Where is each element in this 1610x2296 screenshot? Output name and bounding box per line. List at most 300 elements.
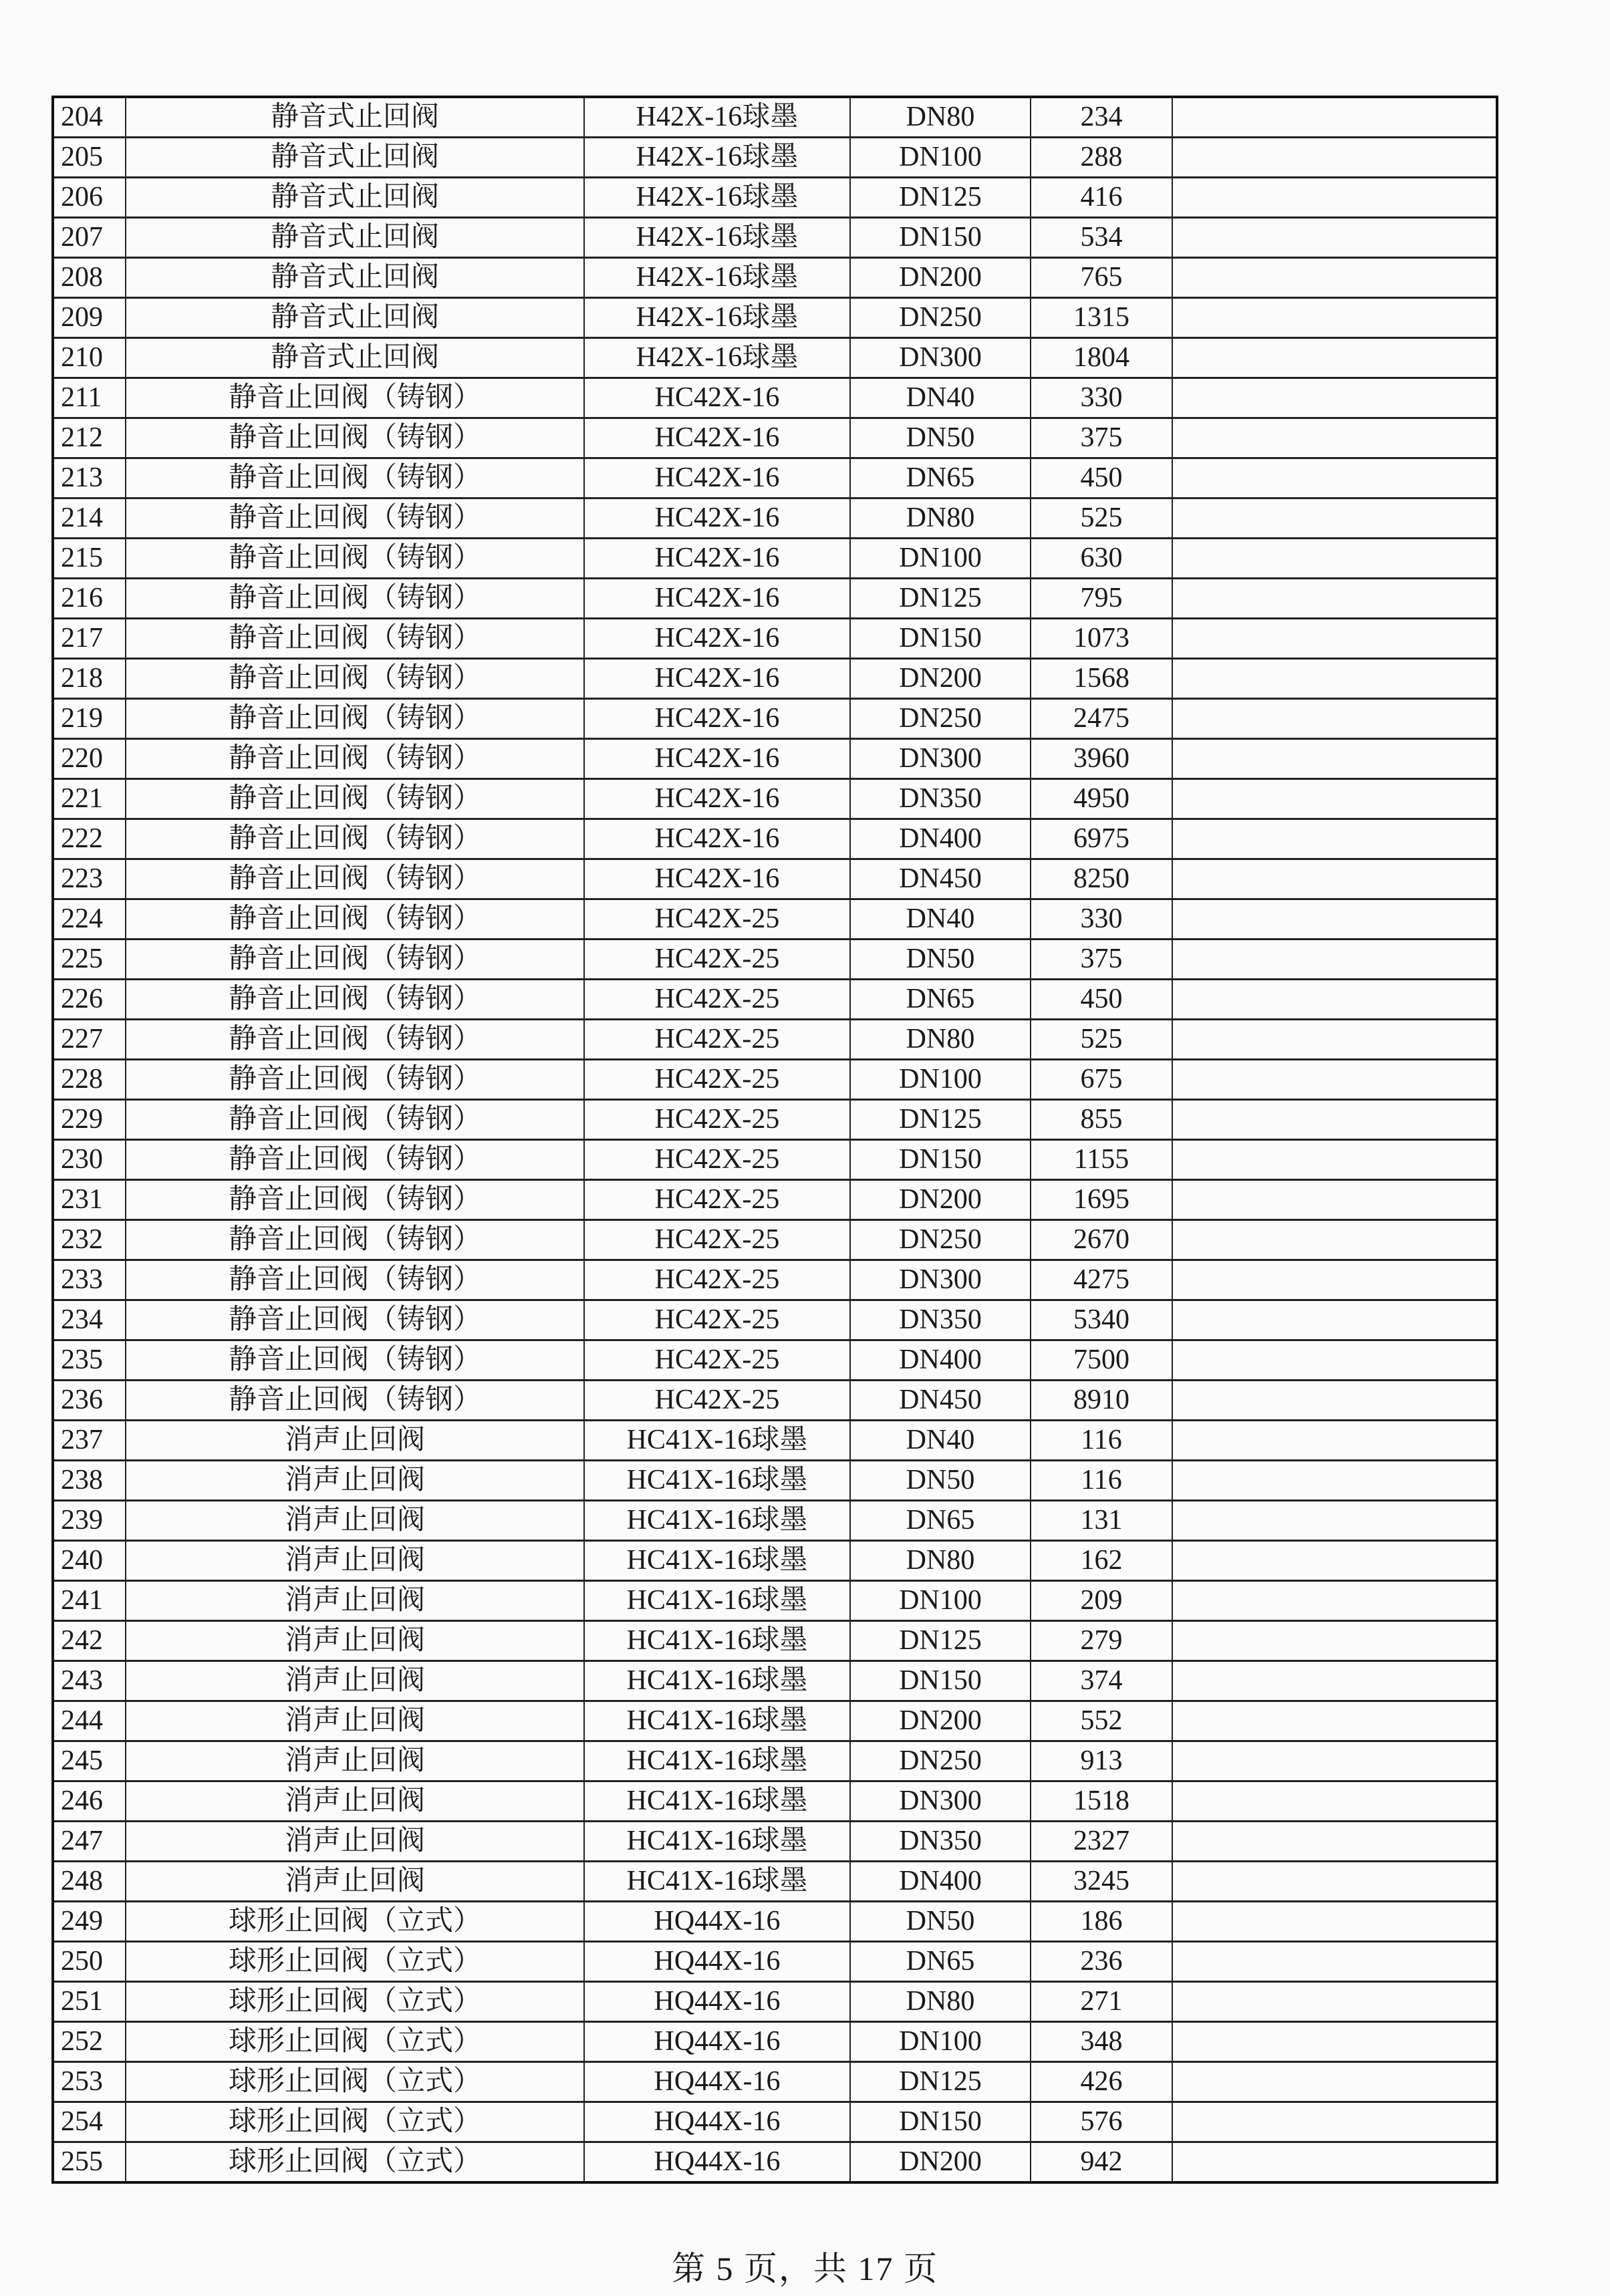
cell-model: HC42X-25 xyxy=(584,1300,850,1340)
cell-remark xyxy=(1172,1260,1497,1300)
cell-size: DN250 xyxy=(850,298,1031,338)
table-row xyxy=(53,1822,1497,1862)
cell-price: 116 xyxy=(1031,1461,1172,1501)
table-row xyxy=(53,859,1497,899)
cell-model: HQ44X-16 xyxy=(584,1902,850,1942)
cell-model: HC41X-16球墨 xyxy=(584,1781,850,1822)
table-row xyxy=(53,1902,1497,1942)
cell-model: HC41X-16球墨 xyxy=(584,1741,850,1781)
cell-model: HC42X-25 xyxy=(584,1180,850,1220)
cell-price: 1568 xyxy=(1031,659,1172,699)
cell-price: 1315 xyxy=(1031,298,1172,338)
table-row xyxy=(53,498,1497,539)
cell-no: 220 xyxy=(53,739,126,779)
cell-price: 2327 xyxy=(1031,1822,1172,1862)
cell-price: 1695 xyxy=(1031,1180,1172,1220)
cell-name: 静音式止回阀 xyxy=(126,178,584,218)
table-row xyxy=(53,2102,1497,2142)
cell-name: 静音式止回阀 xyxy=(126,218,584,258)
cell-price: 534 xyxy=(1031,218,1172,258)
cell-price: 1804 xyxy=(1031,338,1172,378)
table-row xyxy=(53,1220,1497,1260)
table-row xyxy=(53,1140,1497,1180)
cell-size: DN40 xyxy=(850,899,1031,940)
cell-remark xyxy=(1172,2102,1497,2142)
cell-size: DN125 xyxy=(850,2062,1031,2102)
cell-no: 245 xyxy=(53,1741,126,1781)
cell-model: HC41X-16球墨 xyxy=(584,1621,850,1661)
cell-no: 229 xyxy=(53,1100,126,1140)
cell-model: HC42X-25 xyxy=(584,899,850,940)
cell-name: 球形止回阀（立式） xyxy=(126,2022,584,2062)
cell-price: 279 xyxy=(1031,1621,1172,1661)
cell-name: 静音式止回阀 xyxy=(126,338,584,378)
table-row xyxy=(53,980,1497,1020)
cell-remark xyxy=(1172,298,1497,338)
cell-remark xyxy=(1172,1661,1497,1701)
cell-price: 330 xyxy=(1031,899,1172,940)
cell-price: 1073 xyxy=(1031,619,1172,659)
cell-model: HQ44X-16 xyxy=(584,1982,850,2022)
cell-remark xyxy=(1172,97,1497,138)
cell-size: DN450 xyxy=(850,1381,1031,1421)
table-row xyxy=(53,819,1497,859)
cell-price: 375 xyxy=(1031,418,1172,458)
table-row xyxy=(53,1701,1497,1741)
cell-name: 静音式止回阀 xyxy=(126,258,584,298)
table-row xyxy=(53,619,1497,659)
cell-price: 209 xyxy=(1031,1581,1172,1621)
cell-price: 116 xyxy=(1031,1421,1172,1461)
cell-remark xyxy=(1172,739,1497,779)
cell-size: DN40 xyxy=(850,1421,1031,1461)
cell-model: HC41X-16球墨 xyxy=(584,1501,850,1541)
cell-model: HC42X-16 xyxy=(584,539,850,579)
cell-price: 450 xyxy=(1031,980,1172,1020)
cell-model: HC42X-25 xyxy=(584,940,850,980)
cell-no: 211 xyxy=(53,378,126,418)
cell-remark xyxy=(1172,1180,1497,1220)
table-row xyxy=(53,1421,1497,1461)
table-row xyxy=(53,579,1497,619)
cell-model: H42X-16球墨 xyxy=(584,97,850,138)
cell-no: 244 xyxy=(53,1701,126,1741)
cell-name: 静音止回阀（铸钢） xyxy=(126,859,584,899)
cell-remark xyxy=(1172,619,1497,659)
table-row xyxy=(53,699,1497,739)
cell-remark xyxy=(1172,1902,1497,1942)
cell-no: 226 xyxy=(53,980,126,1020)
cell-remark xyxy=(1172,980,1497,1020)
cell-no: 224 xyxy=(53,899,126,940)
table-row xyxy=(53,659,1497,699)
cell-remark xyxy=(1172,1381,1497,1421)
cell-remark xyxy=(1172,1100,1497,1140)
table-row xyxy=(53,1541,1497,1581)
cell-price: 765 xyxy=(1031,258,1172,298)
cell-price: 348 xyxy=(1031,2022,1172,2062)
table-row xyxy=(53,218,1497,258)
cell-price: 236 xyxy=(1031,1942,1172,1982)
cell-name: 消声止回阀 xyxy=(126,1581,584,1621)
price-table xyxy=(51,96,1498,2184)
cell-price: 2475 xyxy=(1031,699,1172,739)
cell-name: 静音止回阀（铸钢） xyxy=(126,739,584,779)
cell-no: 232 xyxy=(53,1220,126,1260)
cell-no: 208 xyxy=(53,258,126,298)
cell-name: 静音止回阀（铸钢） xyxy=(126,819,584,859)
cell-name: 静音止回阀（铸钢） xyxy=(126,1180,584,1220)
cell-no: 239 xyxy=(53,1501,126,1541)
cell-price: 450 xyxy=(1031,458,1172,498)
cell-name: 消声止回阀 xyxy=(126,1781,584,1822)
cell-price: 3245 xyxy=(1031,1862,1172,1902)
table-row xyxy=(53,2142,1497,2183)
cell-remark xyxy=(1172,899,1497,940)
cell-remark xyxy=(1172,1140,1497,1180)
cell-size: DN125 xyxy=(850,178,1031,218)
cell-size: DN150 xyxy=(850,2102,1031,2142)
cell-price: 1155 xyxy=(1031,1140,1172,1180)
cell-size: DN300 xyxy=(850,739,1031,779)
table-row xyxy=(53,138,1497,178)
cell-price: 234 xyxy=(1031,97,1172,138)
table-row xyxy=(53,1020,1497,1060)
cell-size: DN400 xyxy=(850,1862,1031,1902)
cell-remark xyxy=(1172,138,1497,178)
cell-name: 静音止回阀（铸钢） xyxy=(126,579,584,619)
table-row xyxy=(53,378,1497,418)
cell-remark xyxy=(1172,1942,1497,1982)
cell-no: 236 xyxy=(53,1381,126,1421)
cell-name: 静音止回阀（铸钢） xyxy=(126,1140,584,1180)
cell-name: 消声止回阀 xyxy=(126,1461,584,1501)
table-row xyxy=(53,1581,1497,1621)
cell-remark xyxy=(1172,1340,1497,1381)
cell-no: 247 xyxy=(53,1822,126,1862)
cell-price: 288 xyxy=(1031,138,1172,178)
table-row xyxy=(53,2062,1497,2102)
cell-remark xyxy=(1172,1020,1497,1060)
cell-model: HC41X-16球墨 xyxy=(584,1862,850,1902)
cell-name: 静音式止回阀 xyxy=(126,298,584,338)
cell-name: 静音止回阀（铸钢） xyxy=(126,619,584,659)
cell-no: 253 xyxy=(53,2062,126,2102)
cell-price: 2670 xyxy=(1031,1220,1172,1260)
cell-size: DN125 xyxy=(850,1100,1031,1140)
cell-model: HQ44X-16 xyxy=(584,2102,850,2142)
cell-model: HC42X-25 xyxy=(584,1060,850,1100)
cell-name: 消声止回阀 xyxy=(126,1862,584,1902)
cell-no: 219 xyxy=(53,699,126,739)
table-row xyxy=(53,1862,1497,1902)
table-row xyxy=(53,1661,1497,1701)
cell-no: 237 xyxy=(53,1421,126,1461)
cell-remark xyxy=(1172,1501,1497,1541)
cell-name: 消声止回阀 xyxy=(126,1661,584,1701)
table-row xyxy=(53,739,1497,779)
cell-size: DN100 xyxy=(850,1060,1031,1100)
table-row xyxy=(53,1741,1497,1781)
cell-name: 静音止回阀（铸钢） xyxy=(126,1381,584,1421)
cell-no: 254 xyxy=(53,2102,126,2142)
cell-size: DN450 xyxy=(850,859,1031,899)
cell-size: DN200 xyxy=(850,258,1031,298)
cell-name: 消声止回阀 xyxy=(126,1541,584,1581)
cell-price: 855 xyxy=(1031,1100,1172,1140)
cell-no: 251 xyxy=(53,1982,126,2022)
cell-name: 球形止回阀（立式） xyxy=(126,1982,584,2022)
cell-name: 静音止回阀（铸钢） xyxy=(126,1020,584,1060)
cell-size: DN80 xyxy=(850,1541,1031,1581)
cell-name: 球形止回阀（立式） xyxy=(126,2142,584,2183)
table-row xyxy=(53,338,1497,378)
cell-no: 206 xyxy=(53,178,126,218)
cell-model: HC41X-16球墨 xyxy=(584,1541,850,1581)
cell-size: DN150 xyxy=(850,1661,1031,1701)
cell-size: DN400 xyxy=(850,819,1031,859)
cell-no: 231 xyxy=(53,1180,126,1220)
cell-model: HC42X-16 xyxy=(584,779,850,819)
cell-price: 131 xyxy=(1031,1501,1172,1541)
table-row xyxy=(53,2022,1497,2062)
cell-name: 静音止回阀（铸钢） xyxy=(126,418,584,458)
cell-no: 242 xyxy=(53,1621,126,1661)
cell-model: HC41X-16球墨 xyxy=(584,1461,850,1501)
cell-price: 8910 xyxy=(1031,1381,1172,1421)
cell-remark xyxy=(1172,779,1497,819)
table-row xyxy=(53,1300,1497,1340)
cell-name: 球形止回阀（立式） xyxy=(126,1902,584,1942)
cell-model: HC42X-16 xyxy=(584,699,850,739)
cell-name: 消声止回阀 xyxy=(126,1822,584,1862)
cell-remark xyxy=(1172,1581,1497,1621)
cell-size: DN80 xyxy=(850,498,1031,539)
cell-no: 243 xyxy=(53,1661,126,1701)
page-number: 第 5 页，共 17 页 xyxy=(672,2250,938,2287)
cell-name: 静音止回阀（铸钢） xyxy=(126,980,584,1020)
cell-remark xyxy=(1172,1822,1497,1862)
table-row xyxy=(53,1381,1497,1421)
cell-name: 静音止回阀（铸钢） xyxy=(126,1060,584,1100)
cell-size: DN65 xyxy=(850,1942,1031,1982)
cell-no: 252 xyxy=(53,2022,126,2062)
cell-price: 4275 xyxy=(1031,1260,1172,1300)
table-row xyxy=(53,178,1497,218)
cell-model: HC41X-16球墨 xyxy=(584,1581,850,1621)
cell-size: DN125 xyxy=(850,1621,1031,1661)
cell-model: H42X-16球墨 xyxy=(584,178,850,218)
cell-model: HC42X-16 xyxy=(584,659,850,699)
cell-model: HC42X-25 xyxy=(584,1381,850,1421)
cell-price: 8250 xyxy=(1031,859,1172,899)
cell-remark xyxy=(1172,338,1497,378)
cell-price: 330 xyxy=(1031,378,1172,418)
cell-size: DN200 xyxy=(850,1180,1031,1220)
cell-name: 静音止回阀（铸钢） xyxy=(126,1340,584,1381)
cell-price: 374 xyxy=(1031,1661,1172,1701)
cell-size: DN50 xyxy=(850,1461,1031,1501)
cell-remark xyxy=(1172,258,1497,298)
cell-no: 225 xyxy=(53,940,126,980)
cell-size: DN80 xyxy=(850,1982,1031,2022)
cell-name: 静音止回阀（铸钢） xyxy=(126,899,584,940)
cell-size: DN300 xyxy=(850,1260,1031,1300)
cell-remark xyxy=(1172,539,1497,579)
cell-size: DN300 xyxy=(850,338,1031,378)
cell-model: HC42X-25 xyxy=(584,1220,850,1260)
cell-size: DN150 xyxy=(850,218,1031,258)
cell-remark xyxy=(1172,2022,1497,2062)
table-row xyxy=(53,1100,1497,1140)
cell-size: DN80 xyxy=(850,1020,1031,1060)
cell-price: 913 xyxy=(1031,1741,1172,1781)
table-row xyxy=(53,899,1497,940)
cell-name: 消声止回阀 xyxy=(126,1501,584,1541)
cell-name: 消声止回阀 xyxy=(126,1701,584,1741)
cell-size: DN250 xyxy=(850,1220,1031,1260)
table-row xyxy=(53,97,1497,138)
cell-no: 204 xyxy=(53,97,126,138)
cell-no: 205 xyxy=(53,138,126,178)
cell-size: DN65 xyxy=(850,980,1031,1020)
cell-model: HC41X-16球墨 xyxy=(584,1701,850,1741)
cell-price: 5340 xyxy=(1031,1300,1172,1340)
cell-model: HQ44X-16 xyxy=(584,2142,850,2183)
cell-model: HC42X-16 xyxy=(584,859,850,899)
table-row xyxy=(53,1982,1497,2022)
cell-name: 静音止回阀（铸钢） xyxy=(126,539,584,579)
cell-no: 234 xyxy=(53,1300,126,1340)
cell-size: DN65 xyxy=(850,458,1031,498)
cell-size: DN150 xyxy=(850,619,1031,659)
cell-size: DN100 xyxy=(850,1581,1031,1621)
cell-no: 240 xyxy=(53,1541,126,1581)
cell-no: 210 xyxy=(53,338,126,378)
cell-model: HC42X-16 xyxy=(584,418,850,458)
cell-no: 255 xyxy=(53,2142,126,2183)
cell-price: 630 xyxy=(1031,539,1172,579)
cell-no: 212 xyxy=(53,418,126,458)
cell-remark xyxy=(1172,2142,1497,2183)
cell-no: 249 xyxy=(53,1902,126,1942)
cell-price: 552 xyxy=(1031,1701,1172,1741)
cell-no: 209 xyxy=(53,298,126,338)
cell-model: HC42X-16 xyxy=(584,458,850,498)
cell-model: HC41X-16球墨 xyxy=(584,1822,850,1862)
cell-name: 球形止回阀（立式） xyxy=(126,1942,584,1982)
cell-price: 6975 xyxy=(1031,819,1172,859)
cell-size: DN300 xyxy=(850,1781,1031,1822)
cell-remark xyxy=(1172,819,1497,859)
cell-no: 227 xyxy=(53,1020,126,1060)
cell-model: HC42X-25 xyxy=(584,1020,850,1060)
price-table-body xyxy=(53,97,1497,2182)
cell-model: HC42X-16 xyxy=(584,819,850,859)
table-row xyxy=(53,1060,1497,1100)
cell-remark xyxy=(1172,1421,1497,1461)
table-row xyxy=(53,940,1497,980)
cell-size: DN100 xyxy=(850,2022,1031,2062)
cell-size: DN50 xyxy=(850,418,1031,458)
cell-price: 7500 xyxy=(1031,1340,1172,1381)
cell-model: H42X-16球墨 xyxy=(584,338,850,378)
cell-name: 消声止回阀 xyxy=(126,1421,584,1461)
cell-model: H42X-16球墨 xyxy=(584,298,850,338)
cell-remark xyxy=(1172,178,1497,218)
cell-model: HC42X-16 xyxy=(584,498,850,539)
cell-model: HC42X-25 xyxy=(584,980,850,1020)
cell-size: DN250 xyxy=(850,699,1031,739)
cell-model: HC42X-16 xyxy=(584,378,850,418)
cell-name: 静音止回阀（铸钢） xyxy=(126,458,584,498)
cell-no: 216 xyxy=(53,579,126,619)
cell-size: DN350 xyxy=(850,779,1031,819)
cell-size: DN200 xyxy=(850,1701,1031,1741)
cell-price: 186 xyxy=(1031,1902,1172,1942)
cell-model: H42X-16球墨 xyxy=(584,138,850,178)
cell-name: 静音止回阀（铸钢） xyxy=(126,659,584,699)
table-row xyxy=(53,258,1497,298)
cell-remark xyxy=(1172,1781,1497,1822)
cell-model: H42X-16球墨 xyxy=(584,258,850,298)
cell-remark xyxy=(1172,1741,1497,1781)
cell-remark xyxy=(1172,1220,1497,1260)
cell-no: 207 xyxy=(53,218,126,258)
cell-remark xyxy=(1172,218,1497,258)
cell-price: 525 xyxy=(1031,498,1172,539)
cell-size: DN200 xyxy=(850,659,1031,699)
table-row xyxy=(53,1461,1497,1501)
cell-remark xyxy=(1172,940,1497,980)
cell-model: HC42X-25 xyxy=(584,1260,850,1300)
cell-price: 375 xyxy=(1031,940,1172,980)
cell-name: 静音止回阀（铸钢） xyxy=(126,1260,584,1300)
cell-remark xyxy=(1172,1300,1497,1340)
cell-model: HC42X-16 xyxy=(584,619,850,659)
table-row xyxy=(53,1260,1497,1300)
cell-remark xyxy=(1172,418,1497,458)
cell-no: 221 xyxy=(53,779,126,819)
cell-remark xyxy=(1172,1541,1497,1581)
cell-size: DN250 xyxy=(850,1741,1031,1781)
cell-name: 静音止回阀（铸钢） xyxy=(126,378,584,418)
cell-remark xyxy=(1172,1701,1497,1741)
cell-remark xyxy=(1172,1060,1497,1100)
cell-name: 静音止回阀（铸钢） xyxy=(126,1100,584,1140)
cell-size: DN50 xyxy=(850,940,1031,980)
cell-price: 4950 xyxy=(1031,779,1172,819)
cell-size: DN400 xyxy=(850,1340,1031,1381)
cell-name: 球形止回阀（立式） xyxy=(126,2062,584,2102)
cell-model: HC42X-16 xyxy=(584,579,850,619)
cell-name: 静音止回阀（铸钢） xyxy=(126,940,584,980)
cell-no: 250 xyxy=(53,1942,126,1982)
cell-name: 静音止回阀（铸钢） xyxy=(126,699,584,739)
cell-size: DN50 xyxy=(850,1902,1031,1942)
cell-name: 静音止回阀（铸钢） xyxy=(126,498,584,539)
cell-size: DN150 xyxy=(850,1140,1031,1180)
cell-remark xyxy=(1172,659,1497,699)
cell-name: 消声止回阀 xyxy=(126,1741,584,1781)
cell-name: 静音止回阀（铸钢） xyxy=(126,779,584,819)
cell-no: 238 xyxy=(53,1461,126,1501)
table-row xyxy=(53,418,1497,458)
cell-price: 271 xyxy=(1031,1982,1172,2022)
cell-no: 223 xyxy=(53,859,126,899)
cell-price: 525 xyxy=(1031,1020,1172,1060)
table-row xyxy=(53,1621,1497,1661)
